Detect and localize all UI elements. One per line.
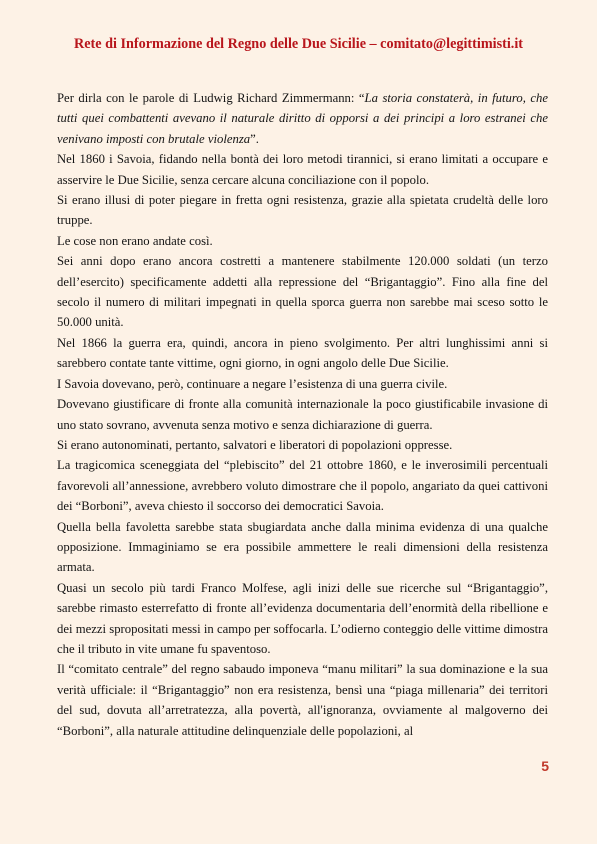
- paragraph: La tragicomica sceneggiata del “plebiscito” del 21 ottobre 1860, e le inverosimili percentuali favorevoli all’annessione, avrebbero voluto dimostrare che il popolo, angariato da quei cattivoni dei “Borboni”, aveva chiesto il soccorso dei democratici Savoia.: [57, 458, 548, 514]
- paragraph: Il “comitato centrale” del regno sabaudo imponeva “manu militari” la sua dominazione e la sua verità ufficiale: il “Brigantaggio” non era resistenza, bensì una “piaga millenaria” dei territori del sud, dovuta all’arretratezza, alla povertà, all'ignoranza, ovviamente al malgoverno dei “Borboni”, alla naturale attitudine delinquenziale delle popolazioni, al: [57, 662, 548, 738]
- paragraph: Quasi un secolo più tardi Franco Molfese, agli inizi delle sue ricerche sul “Brigantaggio”, sarebbe rimasto esterrefatto di fronte all’evidenza documentaria dell’enormità della ribellione e dei mezzi spropositati messi in campo per soffocarla. L’odierno conteggio delle vittime dimostra che il tributo in vite umane fu spaventoso.: [57, 580, 548, 656]
- paragraph: Si erano autonominati, pertanto, salvatori e liberatori di popolazioni oppresse.: [57, 437, 453, 452]
- page-header: Rete di Informazione del Regno delle Due Sicilie – comitato@legittimisti.it: [74, 36, 523, 52]
- paragraph: Dovevano giustificare di fronte alla comunità internazionale la poco giustificabile invasione di uno stato sovrano, avvenuta senza motivo e senza dichiarazione di guerra.: [57, 397, 548, 432]
- paragraph: Nel 1860 i Savoia, fidando nella bontà dei loro metodi tirannici, si erano limitati a occupare e asservire le Due Sicilie, senza cercare alcuna conciliazione con il popolo.: [57, 152, 548, 187]
- paragraph: Nel 1866 la guerra era, quindi, ancora in pieno svolgimento. Per altri lunghissimi anni si sarebbero contate tante vittime, ogni giorno, in ogni angolo delle Due Sicilie.: [57, 335, 548, 371]
- paragraph: Sei anni dopo erano ancora costretti a mantenere stabilmente 120.000 soldati (un terzo dell’esercito) specificamente addetti alla repressione del “Brigantaggio”. Fino alla fine del secolo il numero di militari impegnati in quella sporca guerra non sarebbe mai sceso sotto le 50.000 unità.: [57, 254, 548, 330]
- document-body: [57, 88, 548, 741]
- quote-intro: Per dirla con le parole di Ludwig Richard Zimmermann: “: [57, 91, 365, 105]
- quote-close: ”.: [250, 131, 259, 146]
- page-number: 5: [541, 758, 549, 774]
- paragraph: Quella bella favoletta sarebbe stata sbugiardata anche dalla minima evidenza di una qualche opposizione. Immaginiamo se era possibile ammettere le reali dimensioni della resistenza armata.: [57, 519, 548, 575]
- paragraph: Si erano illusi di poter piegare in fretta ogni resistenza, grazie alla spietata crudeltà delle loro truppe.: [57, 193, 548, 228]
- quote-text: La storia constaterà, in futuro, che tutti quei combattenti avevano il naturale diritto di opporsi a dei principi a loro estranei che venivano imposti con brutale violenza: [57, 91, 548, 146]
- paragraph: I Savoia dovevano, però, continuare a negare l’esistenza di una guerra civile.: [57, 376, 448, 391]
- paragraph: Le cose non erano andate così.: [57, 233, 213, 248]
- paragraph-quote: [57, 88, 548, 149]
